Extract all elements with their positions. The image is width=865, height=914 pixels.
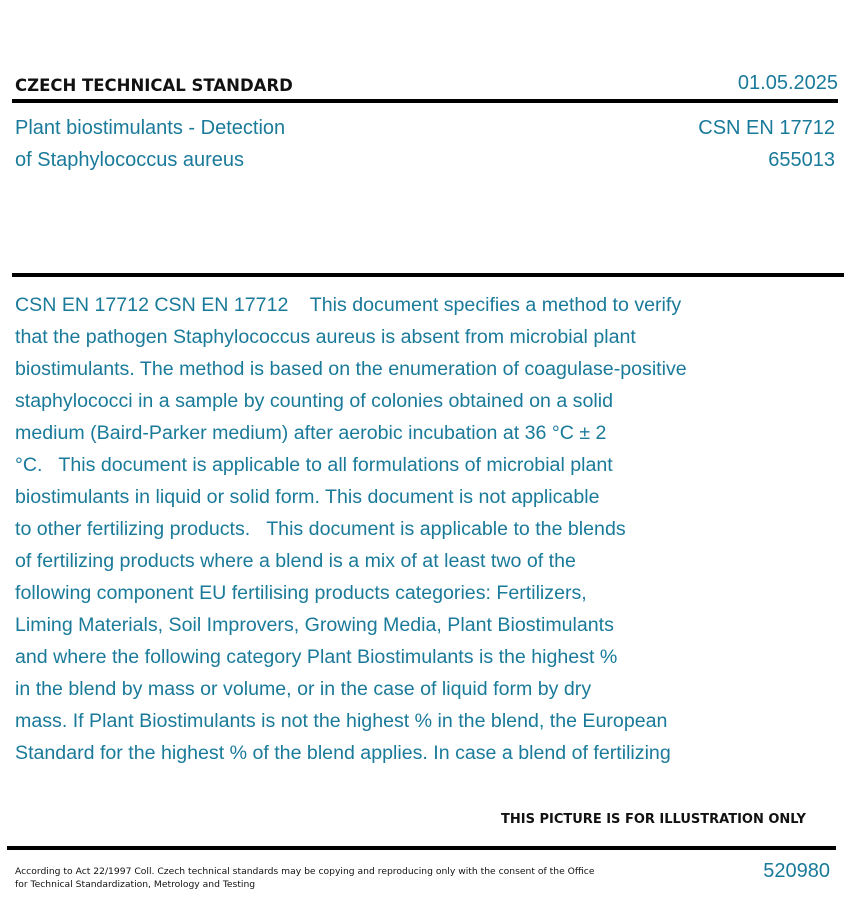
abstract-line: medium (Baird-Parker medium) after aerobic incubation at 36 °C ± 2: [15, 422, 607, 444]
abstract-line: CSN EN 17712 CSN EN 17712 This document specifies a method to verify: [15, 294, 682, 316]
copyright-notice: [15, 865, 615, 891]
abstract-line: and where the following category Plant Biostimulants is the highest %: [15, 646, 618, 668]
abstract-line: Standard for the highest % of the blend applies. In case a blend of fertilizing: [15, 742, 671, 764]
abstract-line: that the pathogen Staphylococcus aureus is absent from microbial plant: [15, 326, 636, 348]
abstract-line: mass. If Plant Biostimulants is not the highest % in the blend, the European: [15, 710, 668, 732]
standard-code: CSN EN 17712: [698, 117, 835, 139]
catalog-number: 520980: [763, 860, 830, 882]
footer-divider: [7, 846, 836, 850]
document-title-line-1: Plant biostimulants - Detection: [15, 117, 286, 139]
abstract-line: Liming Materials, Soil Improvers, Growing Media, Plant Biostimulants: [15, 614, 614, 636]
document-title-line-2: of Staphylococcus aureus: [15, 149, 245, 171]
copyright-line-2: for Technical Standardization, Metrology and Testing: [15, 879, 256, 890]
standard-label: CZECH TECHNICAL STANDARD: [15, 76, 293, 95]
abstract-line: biostimulants in liquid or solid form. This document is not applicable: [15, 486, 600, 508]
abstract-line: in the blend by mass or volume, or in the case of liquid form by dry: [15, 678, 592, 700]
title-divider: [12, 273, 844, 277]
abstract-line: biostimulants. The method is based on the enumeration of coagulase-positive: [15, 358, 687, 380]
abstract-line: of fertilizing products where a blend is a mix of at least two of the: [15, 550, 576, 572]
illustration-notice: THIS PICTURE IS FOR ILLUSTRATION ONLY: [501, 812, 806, 827]
abstract-line: following component EU fertilising products categories: Fertilizers,: [15, 582, 587, 604]
copyright-line-1: According to Act 22/1997 Coll. Czech technical standards may be copying and reproducing only with the consent of the Office: [15, 866, 595, 877]
header-divider: [12, 99, 838, 103]
abstract-line: to other fertilizing products. This document is applicable to the blends: [15, 518, 626, 540]
abstract-text: [15, 289, 775, 769]
abstract-line: °C. This document is applicable to all formulations of microbial plant: [15, 454, 613, 476]
abstract-line: staphylococci in a sample by counting of colonies obtained on a solid: [15, 390, 613, 412]
publication-date: 01.05.2025: [737, 72, 838, 94]
classification-number: 655013: [768, 149, 835, 171]
